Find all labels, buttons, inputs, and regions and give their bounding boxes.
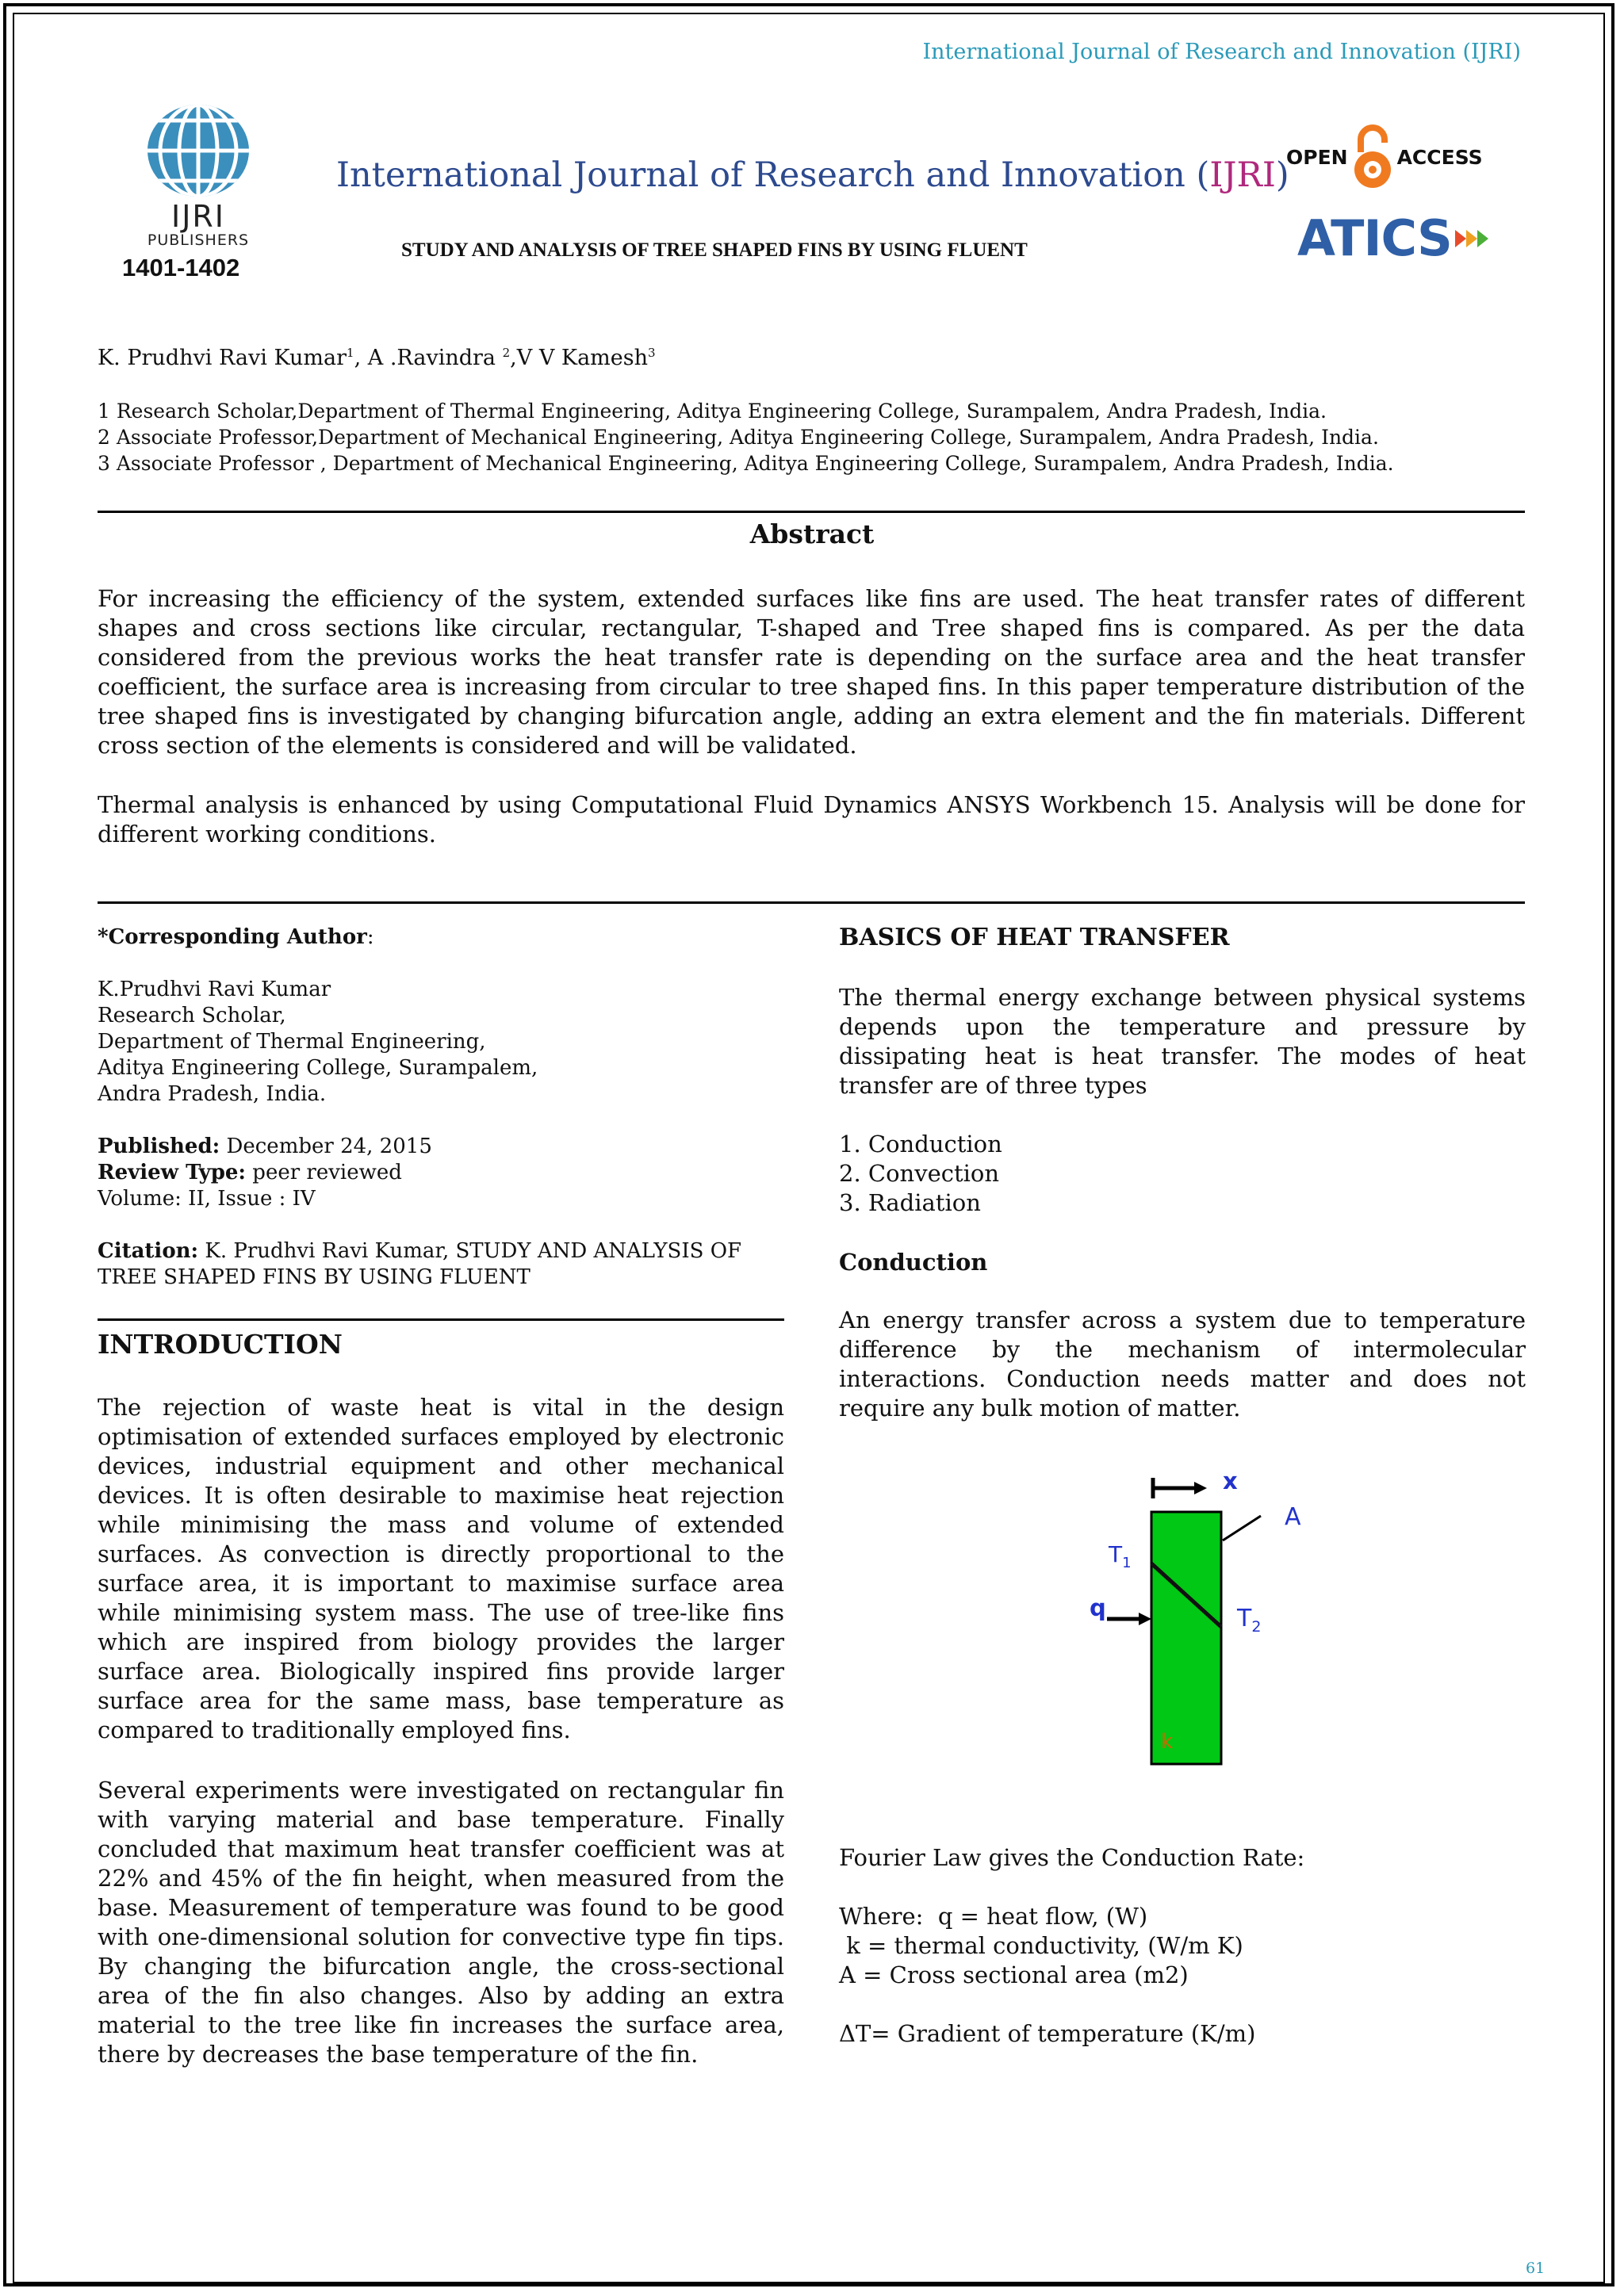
basics-paragraph: The thermal energy exchange between physical systems depends upon the temperature and pressure by dissipating heat is heat transfer. The modes of heat transfer are of three types (839, 984, 1526, 1099)
label-t1-sub: 1 (1122, 1555, 1132, 1571)
journal-title-suffix: ) (1275, 155, 1289, 195)
corresponding-author-block (98, 924, 784, 1291)
citation-value: K. Prudhvi Ravi Kumar, STUDY AND ANALYSIS OF (198, 1239, 742, 1263)
published-value: December 24, 2015 (220, 1135, 432, 1158)
author-list (98, 346, 656, 370)
page-number: 61 (1526, 2260, 1545, 2277)
review-value: peer reviewed (246, 1161, 402, 1184)
fourier-definitions (839, 1902, 1526, 2049)
corresponding-line-2: Research Scholar, (98, 1004, 286, 1027)
x-arrow-head (1194, 1482, 1207, 1494)
fourier-intro: Fourier Law gives the Conduction Rate: (839, 1844, 1305, 1871)
definition-a: A = Cross sectional area (m2) (839, 1961, 1189, 1988)
author-2: , A .Ravindra (354, 346, 503, 370)
abstract-paragraph-1: For increasing the efficiency of the system, extended surfaces like fins are used. The heat transfer rates of different shapes and cross sections like circular, rectangular, T-shaped and Tree shaped fins is compared. As per the data considered from the previous works the heat transfer rate is depending on the surface area and the heat transfer coefficient, the surface area is increasing from circular to tree shaped fins. In this paper temperature distribution of the tree shaped fins is investigated by changing bifurcation angle, adding an extra element and the fin materials. Different cross section of the elements is considered and will be validated. (98, 585, 1525, 759)
citation (98, 1238, 784, 1265)
area-pointer (1223, 1516, 1261, 1540)
journal-abbr: IJRI (1209, 155, 1276, 195)
label-t2 (1236, 1605, 1261, 1636)
definition-k: k = thermal conductivity, (W/m K) (839, 1932, 1243, 1959)
page-range: 1401-1402 (122, 254, 240, 281)
conduction-diagram (1086, 1459, 1316, 1776)
label-t2-sub: 2 (1251, 1618, 1262, 1636)
basics-heading: BASICS OF HEAT TRANSFER (839, 924, 1230, 951)
author-2-sup: 2 (502, 346, 511, 360)
corresponding-label-text: *Corresponding Author (98, 925, 367, 949)
label-t1 (1108, 1541, 1132, 1571)
modes-list (839, 1130, 1526, 1218)
open-access-badge (1286, 124, 1483, 190)
open-access-open: OPEN (1286, 145, 1348, 169)
list-item-convection: 2. Convection (839, 1160, 1000, 1187)
logo-publishers: PUBLISHERS (147, 232, 250, 249)
corresponding-line-1: K.Prudhvi Ravi Kumar (98, 978, 331, 1001)
author-3-sup: 3 (648, 346, 656, 360)
journal-title (336, 155, 1289, 195)
abstract-heading: Abstract (749, 519, 875, 549)
list-item-radiation: 3. Radiation (839, 1189, 981, 1216)
introduction-heading: INTRODUCTION (98, 1329, 343, 1360)
review-label: Review Type: (98, 1161, 247, 1184)
published-date (98, 1134, 784, 1160)
conduction-paragraph: An energy transfer across a system due to temperature difference by the mechanism of intermolecular interactions. Conduction needs matter and does not require any bulk motion of matter. (839, 1307, 1526, 1422)
author-1: K. Prudhvi Ravi Kumar (98, 346, 347, 370)
abstract-paragraph-2: Thermal analysis is enhanced by using Computational Fluid Dynamics ANSYS Workbench 15. Analysis will be done for different working conditions. (98, 791, 1525, 848)
label-t2-main: T (1237, 1605, 1252, 1632)
label-t1-main: T (1109, 1541, 1123, 1567)
label-area: A (1285, 1503, 1301, 1531)
label-q: q (1090, 1594, 1106, 1621)
citation-label: Citation: (98, 1239, 199, 1263)
affiliation-2: 2 Associate Professor,Department of Mechanical Engineering, Aditya Engineering College, Surampalem, Andra Pradesh, India. (98, 426, 1379, 449)
definition-gradient: ΔT= Gradient of temperature (K/m) (839, 2020, 1256, 2047)
fin-slab (1151, 1512, 1221, 1764)
definition-q: Where: q = heat flow, (W) (839, 1903, 1148, 1930)
arrows-icon (1455, 228, 1495, 249)
atics-logo (1297, 209, 1495, 267)
rule-above-introduction (98, 1318, 784, 1321)
open-lock-icon (1351, 124, 1394, 190)
corresponding-line-3: Department of Thermal Engineering, (98, 1030, 486, 1054)
corresponding-line-4: Aditya Engineering College, Surampalem, (98, 1056, 538, 1080)
corresponding-colon: : (366, 925, 374, 949)
corresponding-line-5: Andra Pradesh, India. (98, 1082, 327, 1106)
author-1-sup: 1 (347, 346, 354, 360)
ijri-logo (119, 103, 278, 249)
corresponding-author-label (98, 924, 784, 951)
atics-text: ATICS (1297, 209, 1452, 267)
author-3: ,V V Kamesh (510, 346, 649, 370)
citation-continued: TREE SHAPED FINS BY USING FLUENT (98, 1265, 530, 1289)
paper-title: STUDY AND ANALYSIS OF TREE SHAPED FINS BY USING FLUENT (401, 239, 1028, 261)
running-header: International Journal of Research and Innovation (IJRI) (922, 40, 1521, 64)
affiliation-3: 3 Associate Professor , Department of Mechanical Engineering, Aditya Engineering College, Surampalem, Andra Pradesh, India. (98, 452, 1394, 475)
q-arrow-head (1139, 1613, 1151, 1625)
conduction-heading: Conduction (839, 1249, 988, 1276)
published-label: Published: (98, 1135, 220, 1158)
globe-icon (144, 103, 252, 201)
rule-below-abstract (98, 901, 1525, 904)
affiliation-1: 1 Research Scholar,Department of Thermal Engineering, Aditya Engineering College, Surampalem, Andra Pradesh, India. (98, 400, 1327, 423)
introduction-paragraph-2: Several experiments were investigated on rectangular fin with varying material and base temperature. Finally concluded that maximum heat transfer coefficient was at 22% and 45% of the fin height, when measured from the base. Measurement of temperature was found to be good with one-dimensional solution for convective type fin tips. By changing the bifurcation angle, the cross-sectional area of the fin also changes. Also by adding an extra material to the tree like fin increases the surface area, there by decreases the base temperature of the fin. (98, 1777, 784, 2068)
open-access-access: ACCESS (1396, 145, 1483, 169)
review-type (98, 1160, 784, 1186)
rule-above-abstract (98, 511, 1525, 513)
label-k: k (1161, 1730, 1174, 1754)
introduction-paragraph-1: The rejection of waste heat is vital in the design optimisation of extended surfaces employed by electronic devices, industrial equipment and other mechanical devices. It is often desirable to maximise heat rejection while minimising the mass and volume of extended surfaces. As convection is directly proportional to the surface area, it is important to maximise surface area while minimising system mass. The use of tree-like fins which are inspired from biology provides the larger surface area. Biologically inspired fins provide larger surface area for the same mass, base temperature as compared to traditionally employed fins. (98, 1394, 784, 1743)
journal-title-prefix: International Journal of Research and Innovation ( (336, 155, 1210, 195)
volume-issue: Volume: II, Issue : IV (98, 1187, 316, 1211)
list-item-conduction: 1. Conduction (839, 1131, 1002, 1158)
label-x: x (1223, 1468, 1238, 1494)
logo-name: IJRI (170, 199, 226, 234)
